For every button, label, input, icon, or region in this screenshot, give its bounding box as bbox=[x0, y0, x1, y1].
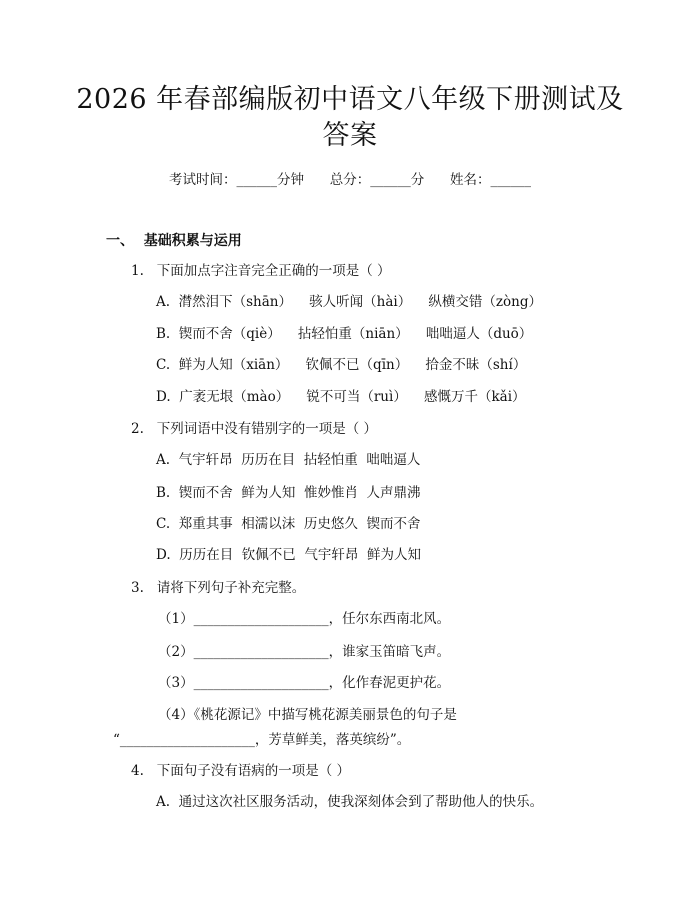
question-1-option-d: D. 广袤无垠（mào） 锐不可当（ruì） 感慨万千（kǎi） bbox=[156, 389, 526, 405]
question-2-option-a: A. 气宇轩昂 历历在目 拈轻怕重 咄咄逼人 bbox=[156, 452, 421, 468]
question-2-option-b: B. 锲而不舍 鲜为人知 惟妙惟肖 人声鼎沸 bbox=[156, 485, 421, 501]
question-2-option-d: D. 历历在目 钦佩不已 气宇轩昂 鲜为人知 bbox=[156, 547, 421, 563]
question-3-item-2: （2）____________________，谁家玉笛暗飞声。 bbox=[158, 644, 451, 660]
question-3-item-3: （3）____________________，化作春泥更护花。 bbox=[158, 675, 451, 691]
document-title-line-1: 2026 年春部编版初中语文八年级下册测试及 bbox=[76, 84, 624, 115]
section-heading: 一、 基础积累与运用 bbox=[106, 233, 242, 249]
question-3-item-4-continuation: “____________________，芳草鲜美，落英缤纷”。 bbox=[113, 732, 411, 748]
question-1-stem: 1. 下面加点字注音完全正确的一项是（ ） bbox=[131, 263, 391, 279]
question-1-option-c: C. 鲜为人知（xiān） 钦佩不已（qīn） 拾金不昧（shí） bbox=[156, 357, 527, 373]
question-3-stem: 3. 请将下列句子补充完整。 bbox=[131, 580, 306, 596]
question-4-stem: 4. 下面句子没有语病的一项是（ ） bbox=[131, 763, 351, 779]
question-1-option-b: B. 锲而不舍（qiè） 拈轻怕重（niān） 咄咄逼人（duō） bbox=[156, 326, 533, 342]
exam-info-line: 考试时间：______分钟 总分：______分 姓名：______ bbox=[169, 172, 531, 188]
question-2-stem: 2. 下列词语中没有错别字的一项是（ ） bbox=[131, 421, 378, 437]
question-1-option-a: A. 潸然泪下（shān） 骇人听闻（hài） 纵横交错（zòng） bbox=[156, 294, 542, 310]
question-3-item-4: （4）《桃花源记》中描写桃花源美丽景色的句子是 bbox=[158, 707, 457, 723]
question-3-item-1: （1）____________________，任尔东西南北风。 bbox=[158, 611, 451, 627]
document-title-line-2: 答案 bbox=[322, 120, 378, 151]
question-2-option-c: C. 郑重其事 相濡以沫 历史悠久 锲而不舍 bbox=[156, 516, 421, 532]
question-4-option-a: A. 通过这次社区服务活动，使我深刻体会到了帮助他人的快乐。 bbox=[156, 794, 544, 810]
